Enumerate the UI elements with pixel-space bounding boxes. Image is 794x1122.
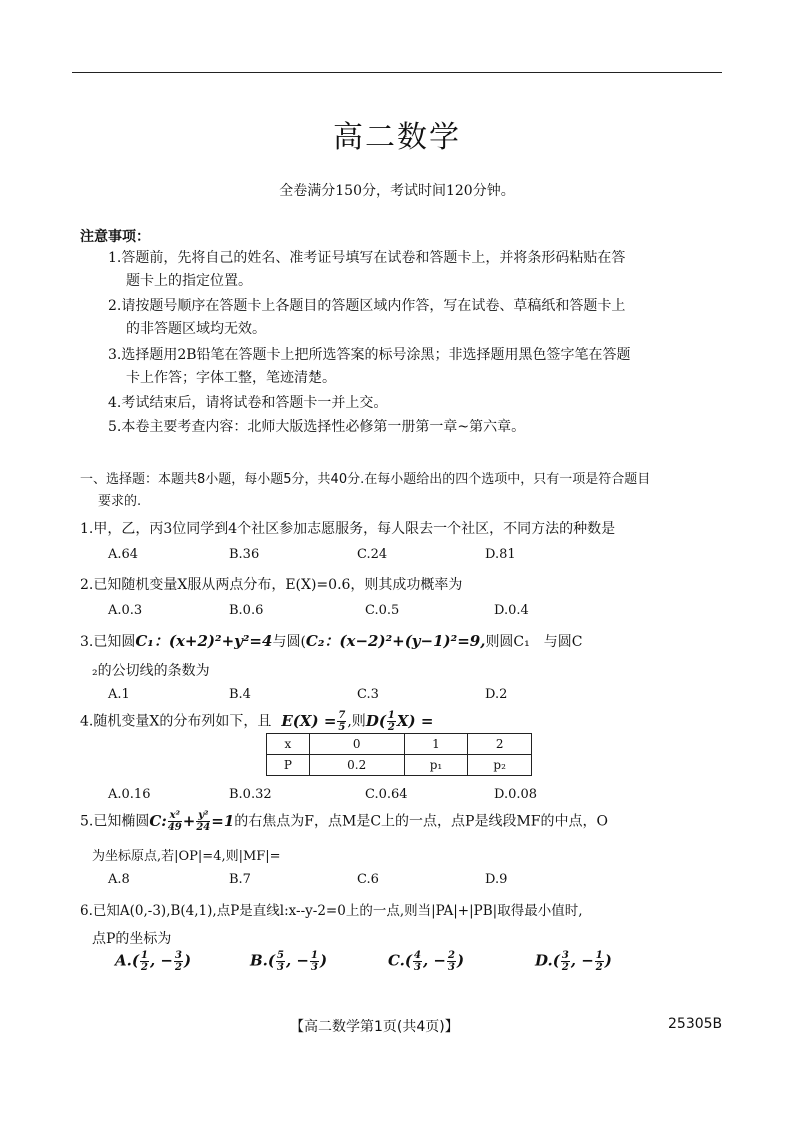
- section-heading-cont: 要求的.: [98, 494, 142, 509]
- question-3-stem: [80, 630, 582, 651]
- question-2-option-a: A.0.3: [108, 603, 143, 618]
- question-4-variance-rhs: X) =: [396, 711, 434, 730]
- fraction-numerator: 1: [595, 950, 603, 961]
- question-2-option-c: C.0.5: [365, 603, 400, 618]
- fraction-denominator: 5: [338, 722, 346, 733]
- fraction-numerator: 1: [140, 950, 148, 961]
- fraction-numerator: x²: [169, 810, 180, 821]
- question-6-option-b: B.( $\frac{5}{3}$ , − $\frac{1}{3}$ ): [250, 950, 328, 973]
- question-4-variance: [365, 710, 434, 733]
- table-cell: 2: [468, 734, 532, 755]
- fraction-numerator: 4: [414, 950, 421, 961]
- fraction-denominator: 3: [448, 962, 455, 973]
- table-cell: x: [267, 734, 310, 755]
- question-5-option-b: B.7: [229, 872, 251, 887]
- question-4-option-d: D.0.08: [494, 787, 538, 802]
- question-4-variance-fraction: [387, 710, 396, 733]
- question-4-expectation: [281, 710, 347, 733]
- question-1-option-d: D.81: [485, 547, 516, 562]
- fraction-numerator: 1: [311, 950, 318, 961]
- question-4-stem: [80, 710, 433, 733]
- table-cell: 0: [309, 734, 404, 755]
- notice-item-3-cont: 卡上作答；字体工整，笔迹清楚。: [126, 370, 336, 386]
- notice-item-3: 3.选择题用2B铅笔在答题卡上把所选答案的标号涂黑；非选择题用黑色签字笔在答题: [108, 347, 631, 363]
- question-2-option-b: B.0.6: [229, 603, 264, 618]
- question-5-stem-a: 5.已知椭圆: [80, 813, 150, 830]
- fraction-denominator: 2: [595, 962, 603, 973]
- question-3-option-c: C.3: [357, 687, 379, 702]
- distribution-table: [266, 733, 532, 776]
- page-footer: 【高二数学第1页(共4页)】: [290, 1019, 459, 1035]
- question-5-ellipse-equation: [149, 810, 235, 833]
- question-6-option-c: C.( $\frac{4}{3}$ , − $\frac{2}{3}$ ): [388, 950, 465, 973]
- question-4-option-c: C.0.64: [365, 787, 408, 802]
- top-rule: [72, 72, 722, 73]
- option-label: B.: [250, 951, 268, 970]
- fraction-denominator: 3: [277, 962, 284, 973]
- notice-heading: 注意事项：: [80, 229, 150, 245]
- fraction-denominator: 2: [140, 962, 148, 973]
- option-label: D.: [535, 951, 553, 970]
- fraction-denominator: 24: [196, 822, 211, 833]
- option-fraction-y: [595, 950, 604, 973]
- question-4-stem-a: 4.随机变量X的分布列如下，且: [80, 713, 272, 730]
- ellipse-fraction-x: [168, 810, 182, 833]
- fraction-denominator: 3: [414, 962, 421, 973]
- question-1-option-b: B.36: [229, 547, 260, 562]
- option-fraction-y: [174, 950, 183, 973]
- fraction-denominator: 2: [561, 962, 569, 973]
- option-label: C.: [388, 951, 405, 970]
- question-5-stem-cont: 为坐标原点,若|OP|=4,则|MF|=: [92, 849, 281, 864]
- table-cell: p₂: [468, 755, 532, 776]
- option-label: A.: [115, 951, 132, 970]
- plus-sign: +: [182, 811, 196, 830]
- question-6-option-d: D.( $\frac{3}{2}$ , − $\frac{1}{2}$ ): [535, 950, 612, 973]
- table-cell: p₁: [404, 755, 468, 776]
- option-fraction-x: [140, 950, 149, 973]
- page-title: 高二数学: [333, 120, 461, 155]
- option-fraction-x: [276, 950, 285, 973]
- question-3-option-a: A.1: [108, 687, 130, 702]
- ellipse-rhs: =1: [211, 811, 235, 830]
- question-3-circle2-equation: C₂：(x−2)²+(y−1)²=9,: [305, 632, 486, 650]
- question-3-stem-cont: ₂的公切线的条数为: [92, 663, 210, 679]
- notice-item-4: 4.考试结束后，请将试卷和答题卡一并上交。: [108, 395, 388, 411]
- fraction-numerator: 2: [448, 950, 455, 961]
- fraction-numerator: y²: [198, 810, 209, 821]
- option-fraction-x: [561, 950, 570, 973]
- question-4-stem-b: ,则: [347, 713, 366, 730]
- fraction-denominator: 2: [387, 722, 395, 733]
- question-4-option-a: A.0.16: [108, 787, 151, 802]
- question-4-expectation-lhs: E(X) =: [281, 711, 337, 730]
- option-fraction-x: [413, 950, 422, 973]
- question-3-stem-c: 则圆C₁ 与圆C: [485, 634, 583, 650]
- fraction-denominator: 2: [174, 962, 182, 973]
- exam-info: 全卷满分150分，考试时间120分钟。: [279, 183, 515, 199]
- question-3-stem-b: 与圆(: [272, 634, 306, 650]
- question-2-option-d: D.0.4: [494, 603, 529, 618]
- table-cell: 0.2: [309, 755, 404, 776]
- question-4-expectation-fraction: [337, 710, 346, 733]
- ellipse-label: C:: [149, 811, 167, 830]
- question-5-stem-b: 的右焦点为F，点M是C上的一点，点P是线段MF的中点，O: [234, 813, 608, 830]
- question-4-variance-lhs: D(: [365, 711, 386, 730]
- question-1-option-c: C.24: [357, 547, 388, 562]
- fraction-numerator: 5: [277, 950, 284, 961]
- question-5-stem: [80, 810, 608, 833]
- question-5-option-a: A.8: [108, 872, 130, 887]
- question-5-option-c: C.6: [357, 872, 379, 887]
- exam-code: 25305B: [668, 1016, 723, 1032]
- question-6-stem-cont: 点P的坐标为: [92, 931, 172, 947]
- table-row: [267, 734, 532, 755]
- fraction-denominator: 49: [167, 822, 182, 833]
- question-2-stem: 2.已知随机变量X服从两点分布，E(X)=0.6，则其成功概率为: [80, 577, 463, 593]
- table-cell: P: [267, 755, 310, 776]
- notice-item-2: 2.请按题号顺序在答题卡上各题目的答题区域内作答，写在试卷、草稿纸和答题卡上: [108, 298, 626, 314]
- fraction-numerator: 1: [387, 710, 395, 721]
- question-3-option-b: B.4: [229, 687, 251, 702]
- table-cell: 1: [404, 734, 468, 755]
- notice-item-1-cont: 题卡上的指定位置。: [126, 273, 252, 289]
- notice-item-5: 5.本卷主要考查内容：北师大版选择性必修第一册第一章~第六章。: [108, 419, 526, 435]
- fraction-denominator: 3: [311, 962, 318, 973]
- question-3-option-d: D.2: [485, 687, 508, 702]
- fraction-numerator: 3: [174, 950, 182, 961]
- question-6-stem: 6.已知A(0,-3),B(4,1),点P是直线l:x--y-2=0上的一点,则当|PA|+|PB|取得最小值时,: [80, 903, 583, 919]
- fraction-numerator: 3: [561, 950, 569, 961]
- notice-item-1: 1.答题前，先将自己的姓名、准考证号填写在试卷和答题卡上，并将条形码粘贴在答: [108, 250, 626, 266]
- question-4-option-b: B.0.32: [229, 787, 272, 802]
- notice-item-2-cont: 的非答题区域均无效。: [126, 321, 266, 337]
- option-fraction-y: [447, 950, 456, 973]
- question-1-option-a: A.64: [108, 547, 139, 562]
- ellipse-fraction-y: [196, 810, 210, 833]
- question-3-circle1-equation: C₁：(x+2)²+y²=4: [135, 632, 273, 650]
- question-3-stem-a: 3.已知圆: [80, 634, 136, 650]
- section-heading: 一、选择题：本题共8小题，每小题5分，共40分.在每小题给出的四个选项中，只有一项是符合题目: [80, 472, 651, 487]
- option-fraction-y: [310, 950, 319, 973]
- question-5-option-d: D.9: [485, 872, 508, 887]
- table-row: [267, 755, 532, 776]
- fraction-numerator: 7: [338, 710, 346, 721]
- question-6-option-a: A.( $\frac{1}{2}$ , − $\frac{3}{2}$ ): [115, 950, 192, 973]
- question-1-stem: 1.甲，乙，丙3位同学到4个社区参加志愿服务，每人限去一个社区，不同方法的种数是: [80, 521, 616, 537]
